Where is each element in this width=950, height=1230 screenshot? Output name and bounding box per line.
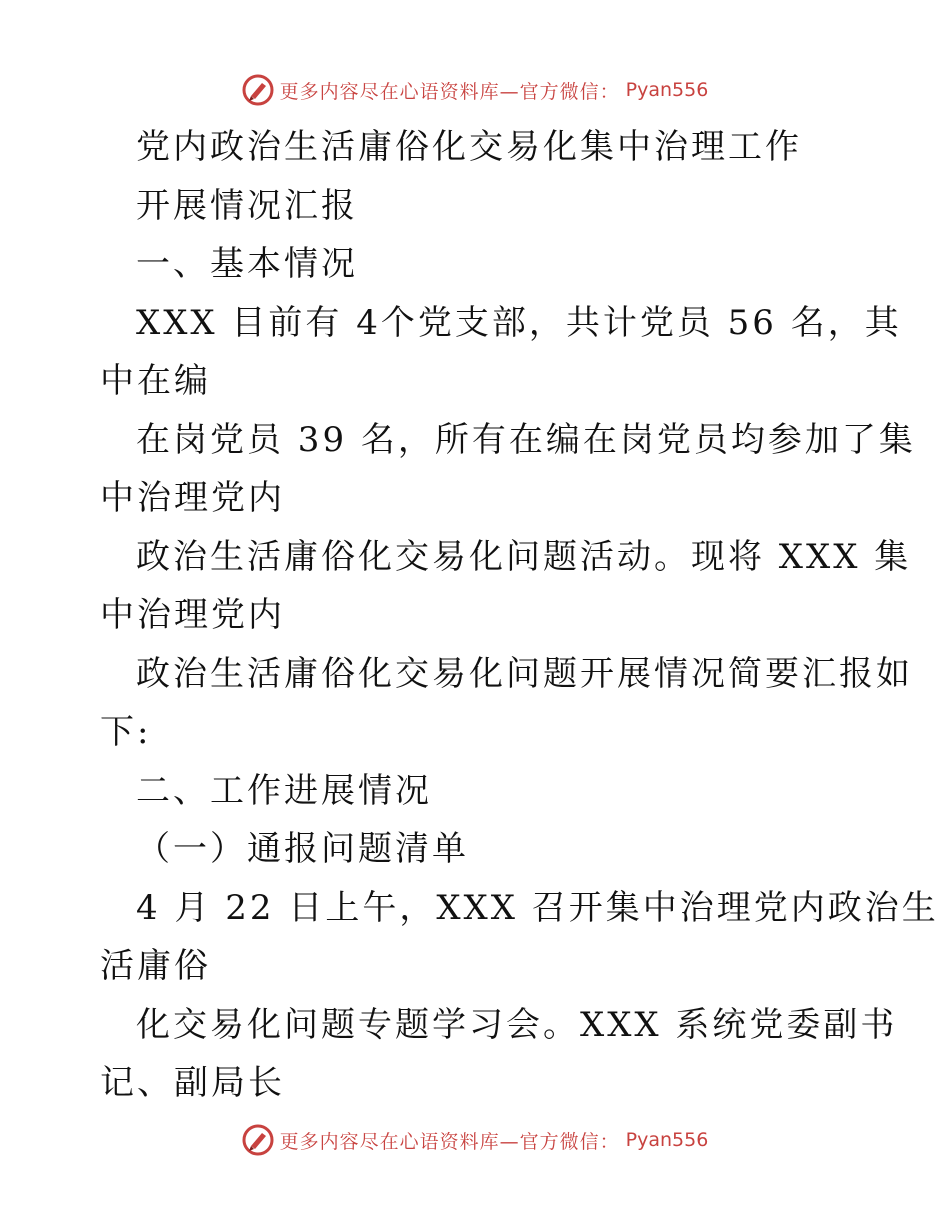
doc-line: 政治生活庸俗化交易化问题活动。现将 XXX 集 [136,536,912,577]
watermark-bottom [0,1120,950,1160]
watermark-text: 更多内容尽在心语资料库—官方微信： [279,1130,620,1153]
watermark-top [0,70,950,110]
doc-line: XXX 目前有 4个党支部，共计党员 56 名，其 [136,302,902,343]
doc-line: 党内政治生活庸俗化交易化集中治理工作 [136,127,802,167]
pen-logo-icon [242,74,274,106]
doc-line: 开展情况汇报 [136,185,358,226]
doc-line: 化交易化问题专题学习会。XXX 系统党委副书 [136,1004,898,1045]
doc-line: 中在编 [100,361,211,401]
doc-line: （一）通报问题清单 [136,829,469,869]
pen-logo-icon [242,1124,274,1156]
watermark-text: 更多内容尽在心语资料库—官方微信： [279,80,620,103]
doc-line: 4 月 22 日上午，XXX 召开集中治理党内政治生 [136,887,939,928]
doc-line: 在岗党员 39 名，所有在编在岗党员均参加了集 [136,419,916,460]
watermark-handle: Pyan556 [625,79,709,101]
doc-line: 下: [100,712,152,752]
doc-line: 政治生活庸俗化交易化问题开展情况简要汇报如 [136,653,913,694]
doc-line: 二、工作进展情况 [136,770,432,811]
doc-line: 中治理党内 [100,595,285,635]
document-body [100,118,939,1113]
doc-line: 记、副局长 [100,1063,285,1103]
watermark-handle: Pyan556 [625,1129,709,1151]
doc-line: 一、基本情况 [136,244,358,284]
doc-line: 中治理党内 [100,478,285,518]
doc-line: 活庸俗 [100,946,211,986]
